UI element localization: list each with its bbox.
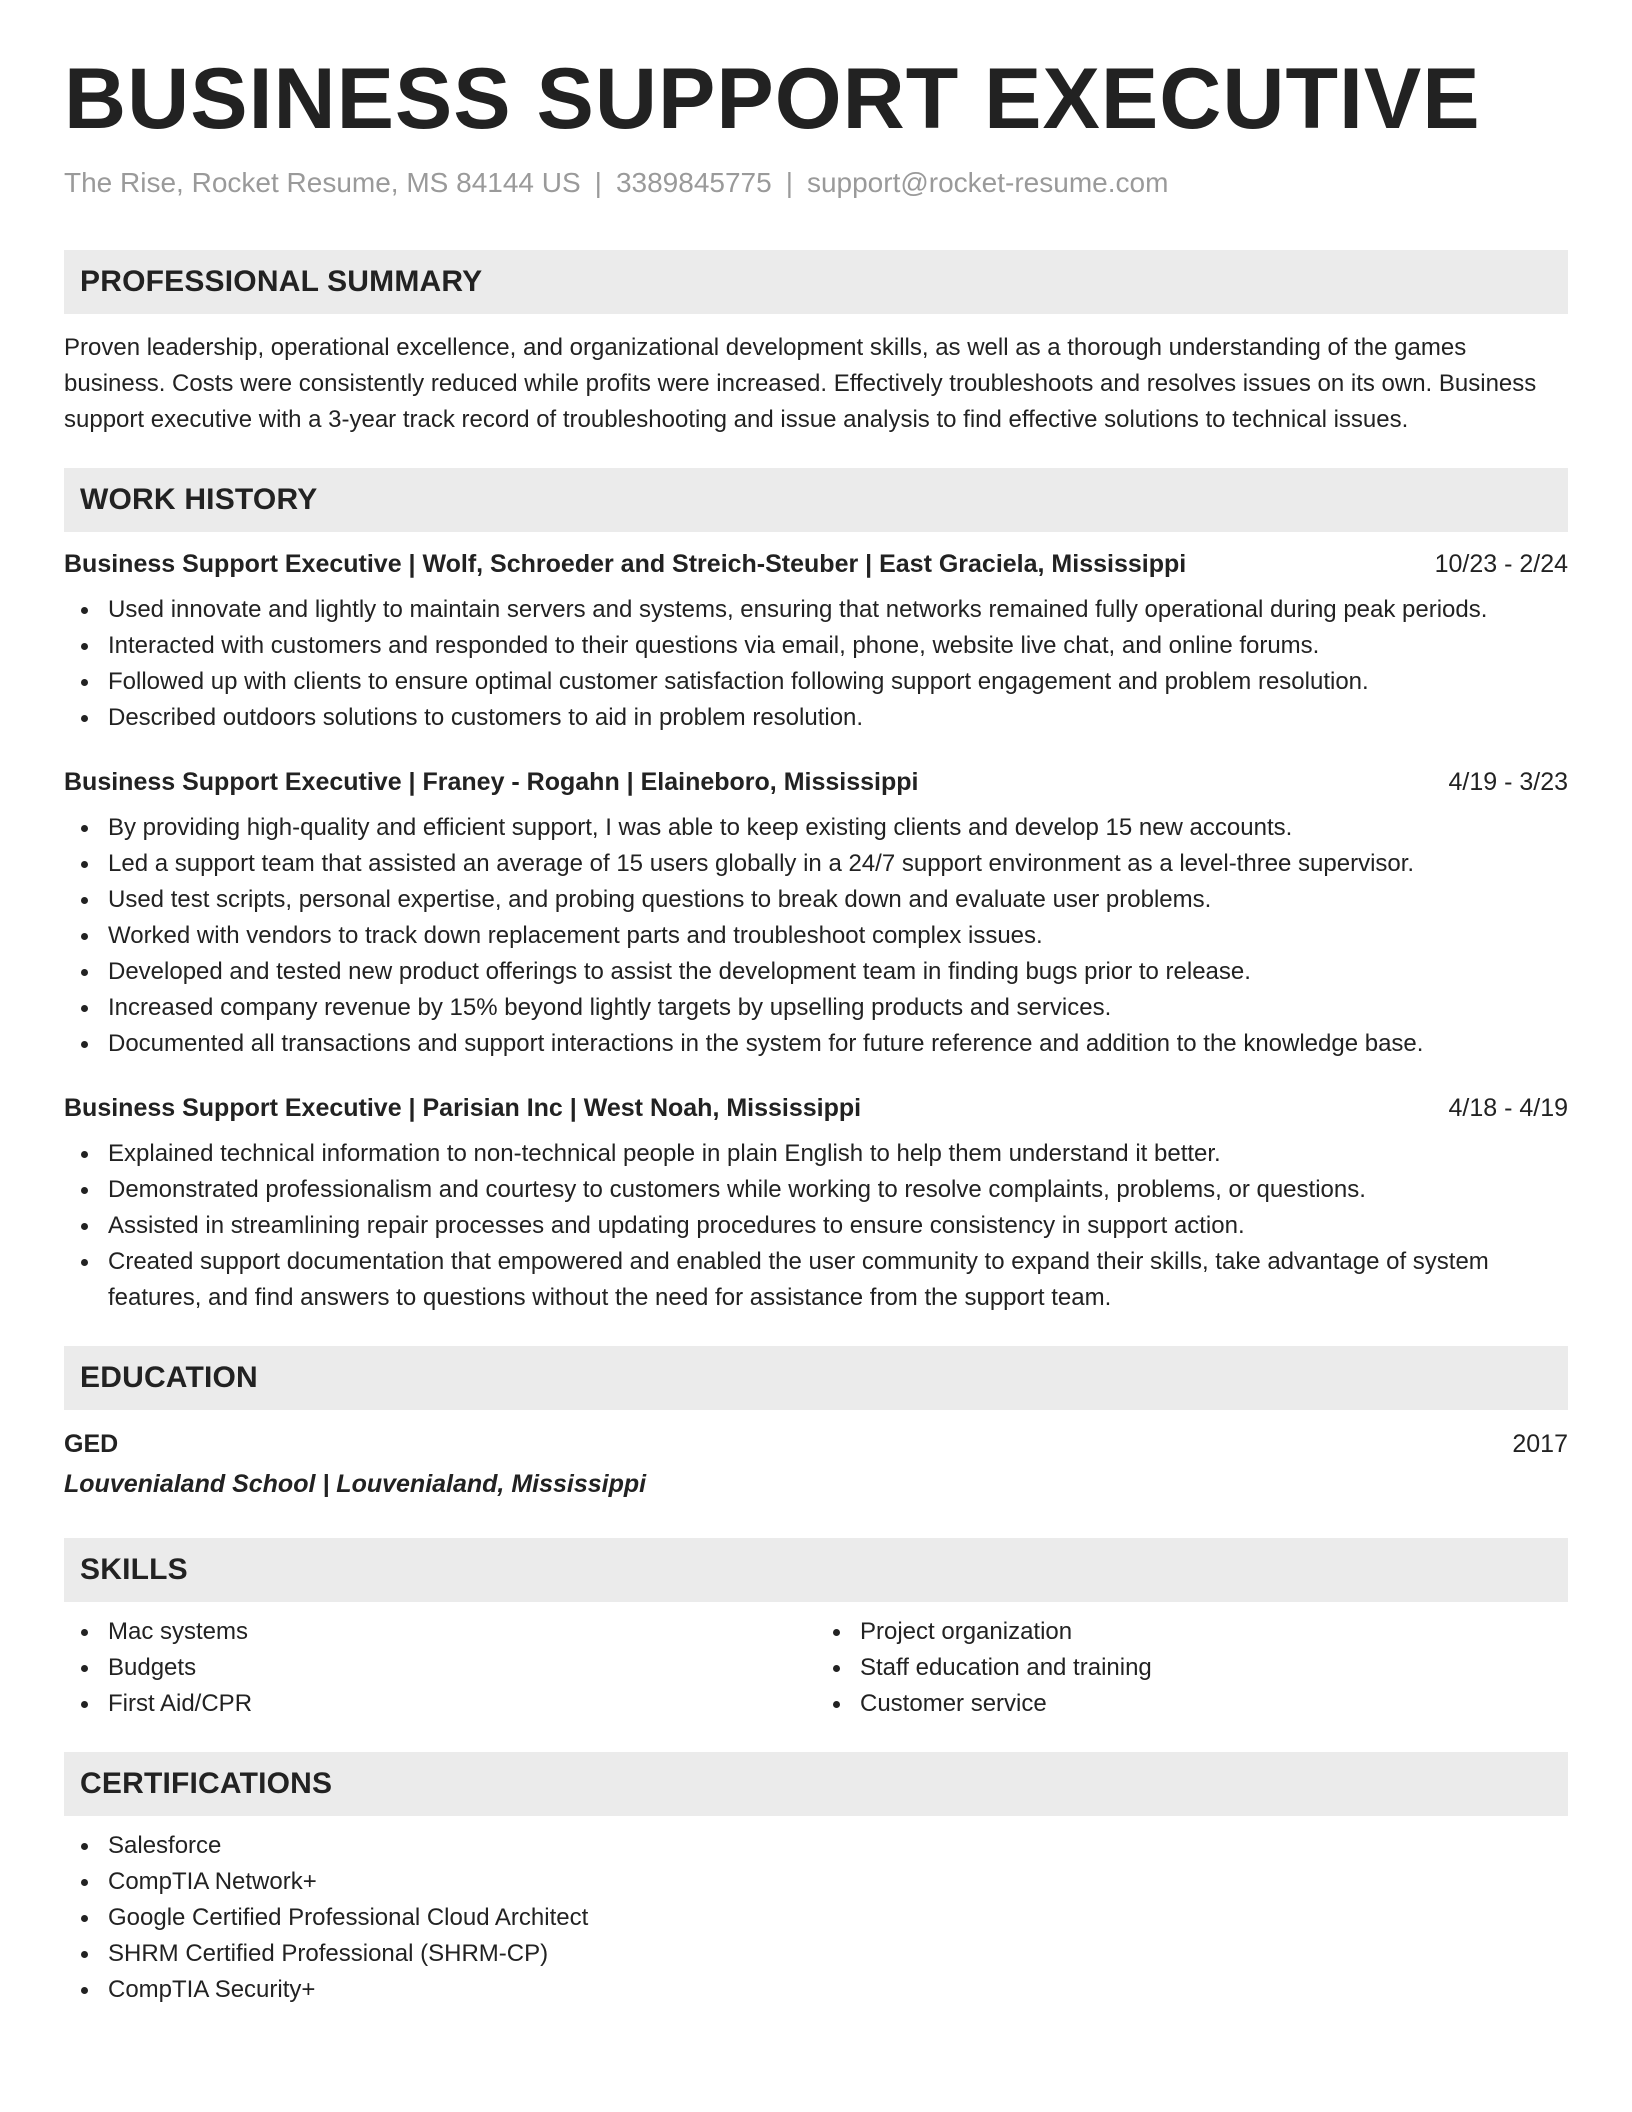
education-school: Louvenialand School | Louvenialand, Mississippi bbox=[64, 1469, 647, 1498]
job-bullet: Led a support team that assisted an average of 15 users globally in a 24/7 support environment as a level-three supervisor. bbox=[108, 846, 1568, 882]
job-bullet: Demonstrated professionalism and courtesy to customers while working to resolve complaints, problems, or questions. bbox=[108, 1172, 1568, 1208]
job-dates: 10/23 - 2/24 bbox=[1434, 549, 1568, 578]
contact-phone: 3389845775 bbox=[615, 167, 772, 198]
job-header bbox=[64, 548, 1568, 580]
education-header bbox=[64, 1428, 1568, 1460]
summary-text: Proven leadership, operational excellence, and organizational development skills, as well as a thorough understanding of the games business. Costs were consistently reduced while profits were increased. Effectively troubleshoots and resolves issues on its own. Business support executive with a 3-year track record of troubleshooting and issue analysis to find effective solutions to technical issues. bbox=[64, 333, 1537, 433]
job-dates: 4/19 - 3/23 bbox=[1448, 767, 1568, 796]
certification-item: SHRM Certified Professional (SHRM-CP) bbox=[108, 1936, 1568, 1972]
section-heading-education: EDUCATION bbox=[64, 1346, 1568, 1410]
section-heading-summary: PROFESSIONAL SUMMARY bbox=[64, 250, 1568, 314]
contact-email: support@rocket-resume.com bbox=[806, 167, 1169, 198]
education-degree: GED bbox=[64, 1429, 119, 1458]
section-heading-certifications: CERTIFICATIONS bbox=[64, 1752, 1568, 1816]
skills-column-right bbox=[816, 1614, 1568, 1722]
section-heading-work-history: WORK HISTORY bbox=[64, 468, 1568, 532]
certification-item: CompTIA Network+ bbox=[108, 1864, 1568, 1900]
job-bullet: Followed up with clients to ensure optimal customer satisfaction following support engagement and problem resolution. bbox=[108, 664, 1568, 700]
contact-address: The Rise, Rocket Resume, MS 84144 US bbox=[64, 167, 581, 198]
job-bullet: Described outdoors solutions to customers to aid in problem resolution. bbox=[108, 700, 1568, 736]
skill-item: Budgets bbox=[108, 1650, 816, 1686]
job-entry bbox=[64, 548, 1568, 736]
certification-item: CompTIA Security+ bbox=[108, 1972, 1568, 2008]
job-bullets bbox=[64, 810, 1568, 1062]
job-entry bbox=[64, 766, 1568, 1062]
skill-item: First Aid/CPR bbox=[108, 1686, 816, 1722]
job-bullet: Explained technical information to non-technical people in plain English to help them understand it better. bbox=[108, 1136, 1568, 1172]
contact-separator: | bbox=[785, 167, 793, 198]
job-header bbox=[64, 1092, 1568, 1124]
job-title: Business Support Executive | Parisian Inc | West Noah, Mississippi bbox=[64, 1093, 862, 1122]
job-bullet: Used test scripts, personal expertise, and probing questions to break down and evaluate user problems. bbox=[108, 882, 1568, 918]
skills-grid bbox=[64, 1602, 1568, 1722]
job-bullet: By providing high-quality and efficient support, I was able to keep existing clients and develop 15 new accounts. bbox=[108, 810, 1568, 846]
skill-item: Project organization bbox=[860, 1614, 1568, 1650]
job-bullet: Assisted in streamlining repair processes and updating procedures to ensure consistency in support action. bbox=[108, 1208, 1568, 1244]
job-bullet: Worked with vendors to track down replacement parts and troubleshoot complex issues. bbox=[108, 918, 1568, 954]
skill-item: Mac systems bbox=[108, 1614, 816, 1650]
contact-line bbox=[64, 166, 1568, 200]
education-entry bbox=[64, 1428, 1568, 1500]
skills-column-left bbox=[64, 1614, 816, 1722]
job-dates: 4/18 - 4/19 bbox=[1448, 1093, 1568, 1122]
job-bullet: Used innovate and lightly to maintain servers and systems, ensuring that networks remained fully operational during peak periods. bbox=[108, 592, 1568, 628]
job-bullet: Developed and tested new product offerings to assist the development team in finding bugs prior to release. bbox=[108, 954, 1568, 990]
certification-item: Salesforce bbox=[108, 1828, 1568, 1864]
job-title: Business Support Executive | Franey - Rogahn | Elaineboro, Mississippi bbox=[64, 767, 919, 796]
skill-item: Customer service bbox=[860, 1686, 1568, 1722]
job-header bbox=[64, 766, 1568, 798]
job-bullets bbox=[64, 1136, 1568, 1316]
job-bullet: Documented all transactions and support interactions in the system for future reference and addition to the knowledge base. bbox=[108, 1026, 1568, 1062]
job-entry bbox=[64, 1092, 1568, 1316]
education-year: 2017 bbox=[1512, 1429, 1568, 1458]
job-bullet: Interacted with customers and responded to their questions via email, phone, website live chat, and online forums. bbox=[108, 628, 1568, 664]
job-title: Business Support Executive | Wolf, Schroeder and Streich-Steuber | East Graciela, Mississippi bbox=[64, 549, 1187, 578]
job-bullet: Increased company revenue by 15% beyond lightly targets by upselling products and services. bbox=[108, 990, 1568, 1026]
contact-separator: | bbox=[594, 167, 602, 198]
job-bullets bbox=[64, 592, 1568, 736]
skill-item: Staff education and training bbox=[860, 1650, 1568, 1686]
certifications-list bbox=[64, 1828, 1568, 2008]
certification-item: Google Certified Professional Cloud Architect bbox=[108, 1900, 1568, 1936]
job-bullet: Created support documentation that empowered and enabled the user community to expand their skills, take advantage of system features, and find answers to questions without the need for assistance from the support team. bbox=[108, 1244, 1568, 1316]
resume-name: BUSINESS SUPPORT EXECUTIVE bbox=[64, 51, 1481, 147]
section-heading-skills: SKILLS bbox=[64, 1538, 1568, 1602]
